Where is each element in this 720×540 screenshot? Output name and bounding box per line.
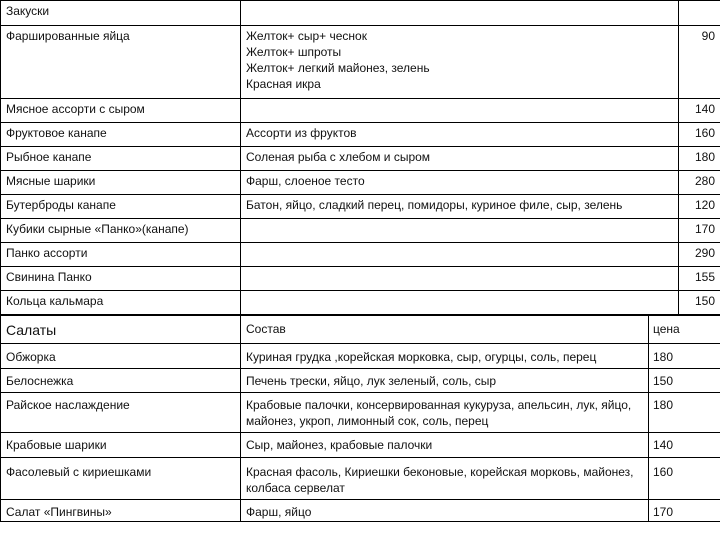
item-name: Салат «Пингвины»	[1, 500, 241, 522]
item-price: 290	[679, 243, 720, 267]
table-row	[1, 123, 720, 147]
table-row	[1, 369, 720, 393]
item-price: 155	[679, 267, 720, 291]
item-price: 180	[679, 147, 720, 171]
table-row	[1, 99, 720, 123]
item-name: Белоснежка	[1, 369, 241, 393]
item-price: 150	[649, 369, 720, 393]
item-name: Панко ассорти	[1, 243, 241, 267]
item-price: 180	[649, 344, 720, 369]
item-composition: Сыр, майонез, крабовые палочки	[241, 433, 649, 458]
item-name: Фасолевый с кириешками	[1, 458, 241, 500]
item-name: Райское наслаждение	[1, 393, 241, 433]
table-row	[1, 195, 720, 219]
item-composition: Ассорти из фруктов	[241, 123, 679, 147]
table-row	[1, 219, 720, 243]
item-name: Мясные шарики	[1, 171, 241, 195]
item-price: 150	[679, 291, 720, 315]
item-price: 170	[679, 219, 720, 243]
item-composition: Печень трески, яйцо, лук зеленый, соль, сыр	[241, 369, 649, 393]
item-composition: Крабовые палочки, консервированная кукуруза, апельсин, лук, яйцо, майонез, укроп, лимонный сок, соль, перец	[241, 393, 649, 433]
salads-col-price: цена	[649, 316, 720, 344]
table-row	[1, 433, 720, 458]
item-name: Обжорка	[1, 344, 241, 369]
item-name: Крабовые шарики	[1, 433, 241, 458]
table-row	[1, 393, 720, 433]
item-price: 90	[679, 26, 720, 99]
item-price: 140	[679, 99, 720, 123]
item-price: 140	[649, 433, 720, 458]
salads-table	[0, 315, 720, 522]
item-composition: Куриная грудка ,корейская морковка, сыр, огурцы, соль, перец	[241, 344, 649, 369]
item-price: 160	[679, 123, 720, 147]
table-row	[1, 500, 720, 522]
salads-header-row	[1, 316, 720, 344]
item-composition: Красная фасоль, Кириешки беконовые, корейская морковь, майонез, колбаса сервелат	[241, 458, 649, 500]
item-composition: Соленая рыба с хлебом и сыром	[241, 147, 679, 171]
item-composition: Фарш, слоеное тесто	[241, 171, 679, 195]
item-name: Свинина Панко	[1, 267, 241, 291]
item-price: 160	[649, 458, 720, 500]
item-price: 120	[679, 195, 720, 219]
item-name: Фруктовое канапе	[1, 123, 241, 147]
item-name: Кубики сырные «Панко»(канапе)	[1, 219, 241, 243]
item-price: 280	[679, 171, 720, 195]
item-composition: Батон, яйцо, сладкий перец, помидоры, куриное филе, сыр, зелень	[241, 195, 679, 219]
table-row	[1, 171, 720, 195]
table-row	[1, 344, 720, 369]
snacks-section-title: Закуски	[1, 1, 241, 26]
item-name: Мясное ассорти с сыром	[1, 99, 241, 123]
table-row	[1, 147, 720, 171]
table-row	[1, 267, 720, 291]
item-composition: Желток+ сыр+ чеснок Желток+ шпроты Желток+ легкий майонез, зелень Красная икра	[241, 26, 679, 99]
snacks-header-row	[1, 1, 720, 26]
table-row	[1, 243, 720, 267]
salads-section-title: Салаты	[1, 316, 241, 344]
item-name: Бутерброды канапе	[1, 195, 241, 219]
item-name: Рыбное канапе	[1, 147, 241, 171]
item-name: Кольца кальмара	[1, 291, 241, 315]
item-composition: Фарш, яйцо	[241, 500, 649, 522]
table-row	[1, 291, 720, 315]
table-row	[1, 26, 720, 99]
salads-col-composition: Состав	[241, 316, 649, 344]
item-name: Фаршированные яйца	[1, 26, 241, 99]
item-price: 180	[649, 393, 720, 433]
table-row	[1, 458, 720, 500]
item-price: 170	[649, 500, 720, 522]
